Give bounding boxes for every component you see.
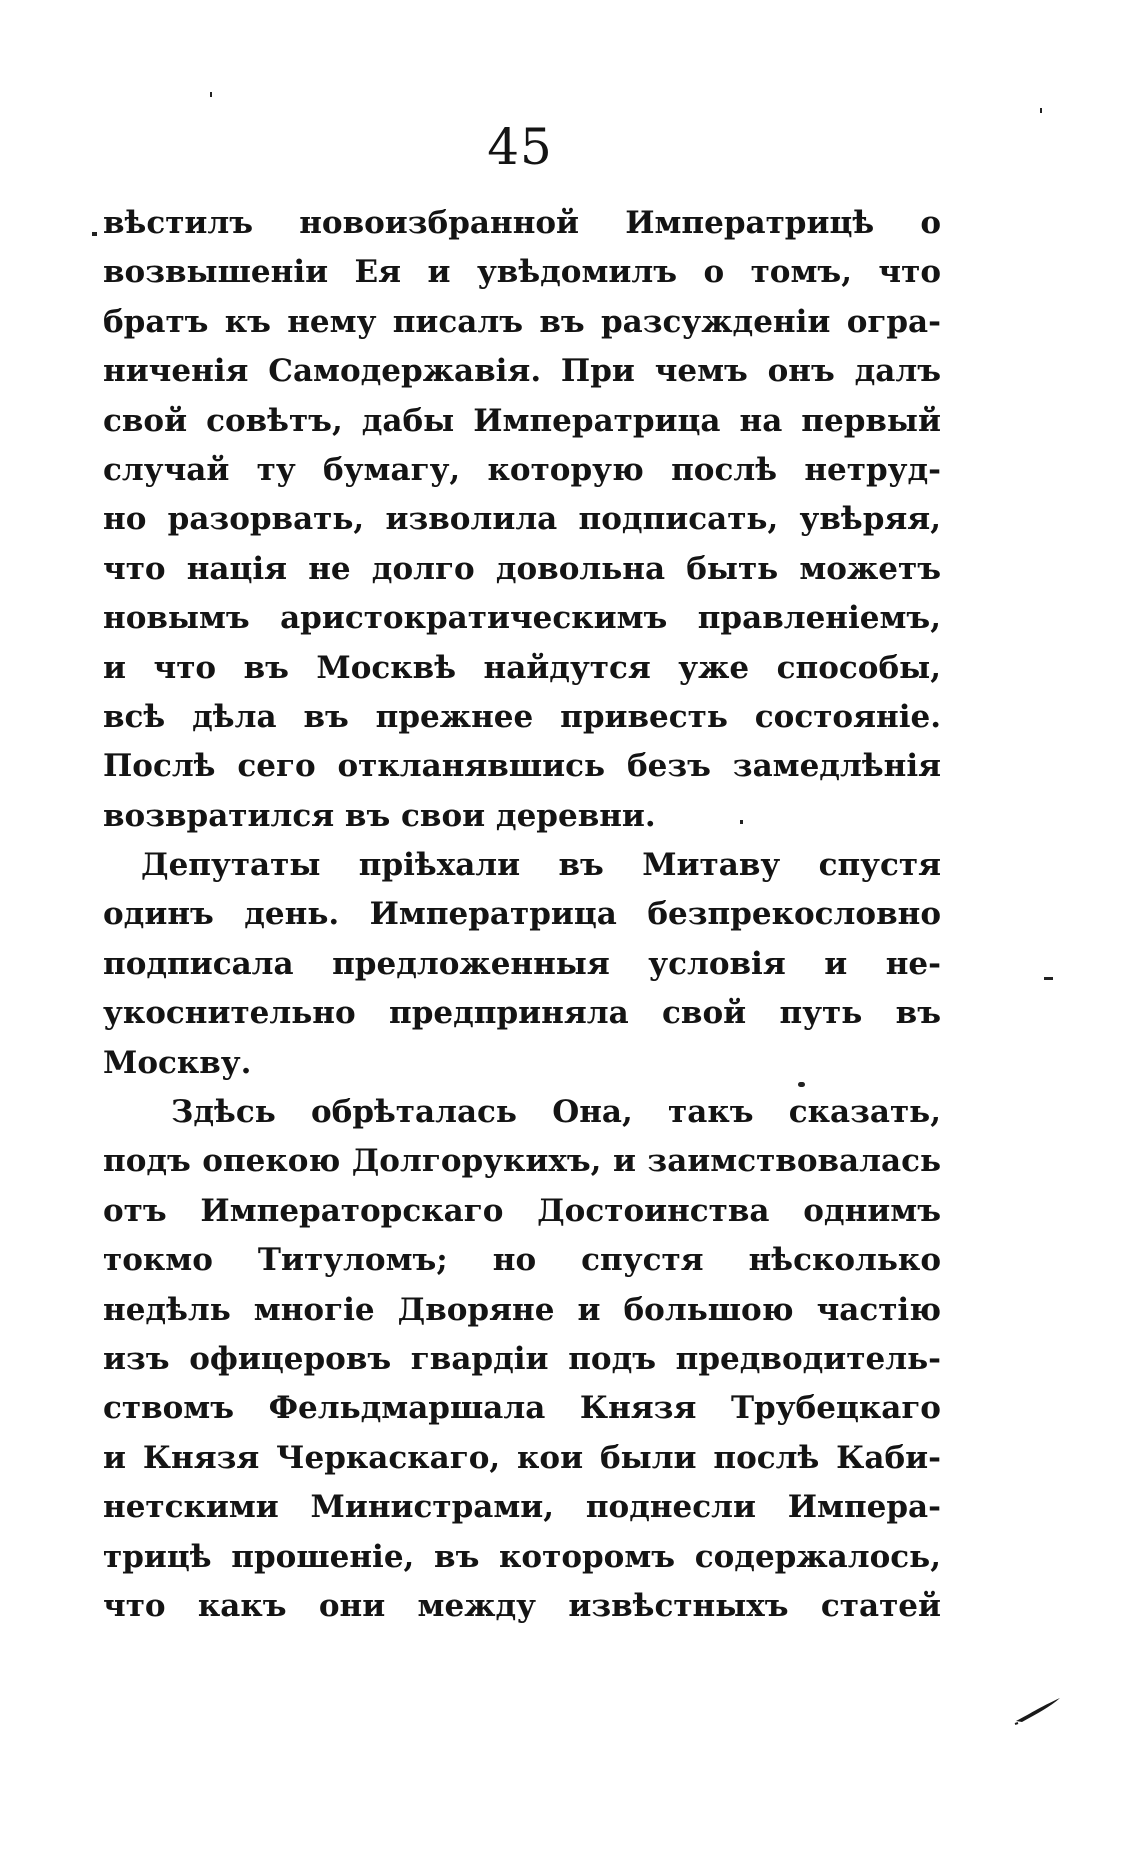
- text-line: Послѣ сего откланявшись безъ замедлѣнія: [103, 748, 941, 785]
- text-line: что какъ они между извѣстныхъ статей: [103, 1587, 941, 1624]
- ink-flourish-icon: [1014, 1695, 1064, 1725]
- text-line: подъ опекою Долгорукихъ, и заимствовалась: [103, 1143, 941, 1180]
- text-line: но разорвать, изволила подписать, увѣряя,: [103, 501, 941, 538]
- text-line: вѣстилъ новоизбранной Императрицѣ о: [103, 205, 941, 241]
- text-line: свой совѣтъ, дабы Императрица на первый: [103, 402, 941, 439]
- text-line: одинъ день. Императрица безпрекословно: [103, 896, 941, 933]
- paragraph-1: [103, 199, 941, 841]
- text-line: что нація не долго довольна быть можетъ: [103, 550, 941, 587]
- paragraph-3: [103, 1088, 941, 1631]
- text-line: возвратился въ свои деревни.: [103, 797, 656, 834]
- text-line: братъ къ нему писалъ въ разсужденіи огра-: [103, 303, 941, 340]
- paragraph-2: [103, 841, 941, 1088]
- text-line: и Князя Черкаскаго, кои были послѣ Каби-: [103, 1439, 941, 1476]
- text-line: отъ Императорскаго Достоинства однимъ: [103, 1192, 941, 1229]
- text-line: укоснительно предприняла свой путь въ: [103, 995, 941, 1032]
- text-line: ниченія Самодержавія. При чемъ онъ далъ: [103, 353, 941, 390]
- text-line: новымъ аристократическимъ правленіемъ,: [103, 600, 941, 637]
- scan-speck: [92, 232, 97, 236]
- text-line: токмо Титуломъ; но спустя нѣсколько: [103, 1242, 941, 1279]
- scan-speck: [1044, 977, 1053, 980]
- text-line: Здѣсь обрѣталась Она, такъ сказать,: [171, 1094, 941, 1131]
- text-line: нетскими Министрами, поднесли Импера-: [103, 1489, 941, 1526]
- scan-speck: [210, 92, 212, 97]
- text-line: возвышеніи Ея и увѣдомилъ о томъ, что: [103, 254, 941, 291]
- text-line: Москву.: [103, 1044, 252, 1081]
- text-line: случай ту бумагу, которую послѣ нетруд-: [103, 451, 941, 488]
- text-line: Депутаты пріѣхали въ Митаву спустя: [141, 847, 941, 884]
- text-line: всѣ дѣла въ прежнее привесть состояніе.: [103, 698, 941, 735]
- body-text: [103, 199, 941, 1631]
- scan-speck: [1040, 108, 1042, 113]
- text-line: подписала предложенныя условія и не-: [103, 945, 941, 982]
- text-line: изъ офицеровъ гвардіи подъ предводитель-: [103, 1340, 941, 1377]
- text-line: недѣль многіе Дворяне и большою частію: [103, 1291, 941, 1328]
- scan-speck: [798, 1082, 805, 1087]
- text-line: трицѣ прошеніе, въ которомъ содержалось,: [103, 1538, 941, 1575]
- text-line: и что въ Москвѣ найдутся уже способы,: [103, 649, 941, 686]
- scan-speck: [740, 820, 743, 824]
- text-line: ствомъ Фельдмаршала Князя Трубецкаго: [103, 1390, 941, 1427]
- page-number: 45: [487, 118, 553, 176]
